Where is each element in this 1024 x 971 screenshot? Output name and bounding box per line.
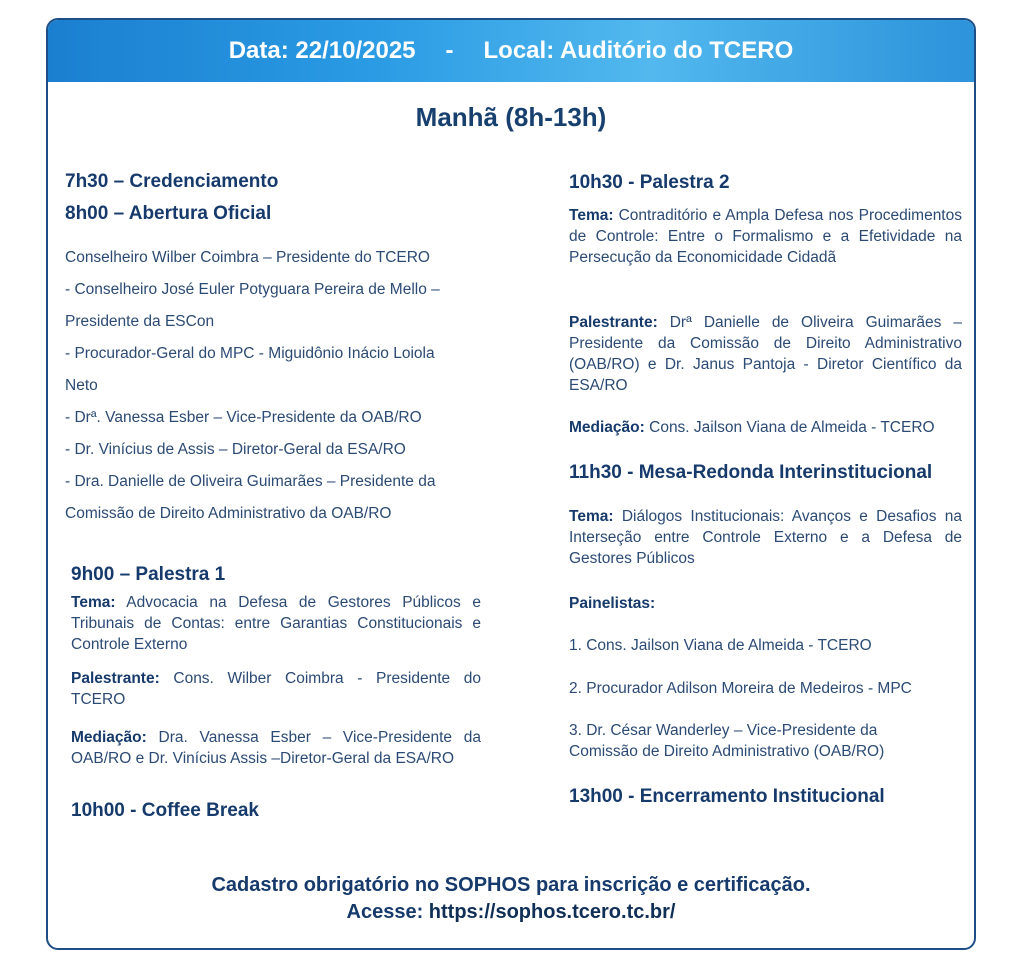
abertura-line: - Conselheiro José Euler Potyguara Pereira de Mello – — [65, 281, 440, 298]
abertura-heading: 8h00 – Abertura Oficial — [65, 203, 272, 224]
mesa-tema: Tema: Diálogos Institucionais: Avanços e Desafios na Interseção entre Controle Externo e a Defesa de Gestores Públicos — [569, 508, 962, 567]
morning-title: Manhã (8h-13h) — [415, 102, 607, 132]
abertura-line: - Dr. Vinícius de Assis – Diretor-Geral da ESA/RO — [65, 441, 406, 458]
palestra2-palestrante: Palestrante: Drª Danielle de Oliveira Guimarães – Presidente da Comissão de Direito Administrativo (OAB/RO) e Dr. Janus Pantoja - Diretor Científico da ESA/RO — [569, 314, 962, 394]
abertura-line: - Procurador-Geral do MPC - Miguidônio Inácio Loiola — [65, 345, 435, 362]
event-location: Local: Auditório do TCERO — [483, 37, 794, 64]
abertura-line: Presidente da ESCon — [65, 313, 215, 330]
access-line: Acesse: https://sophos.tcero.tc.br/ — [346, 901, 676, 923]
abertura-line: Neto — [65, 377, 98, 394]
mesa-redonda-heading: 11h30 - Mesa-Redonda Interinstitucional — [569, 462, 933, 483]
painelista-2: 2. Procurador Adilson Moreira de Medeiros - MPC — [569, 680, 912, 697]
header-banner — [48, 20, 974, 82]
banner-separator: - — [445, 37, 454, 64]
palestra2-mediacao: Mediação: Cons. Jailson Viana de Almeida - TCERO — [569, 419, 935, 436]
sophos-link[interactable]: https://sophos.tcero.tc.br/ — [428, 901, 676, 923]
tema-label: Tema: — [569, 207, 614, 224]
mediacao-label: Mediação: — [71, 729, 147, 746]
encerramento-heading: 13h00 - Encerramento Institucional — [569, 786, 885, 807]
credenciamento-heading: 7h30 – Credenciamento — [65, 171, 279, 192]
event-date: Data: 22/10/2025 — [228, 37, 416, 64]
mediacao-label: Mediação: — [569, 419, 645, 436]
cadastro-notice: Cadastro obrigatório no SOPHOS para inscrição e certificação. — [211, 874, 811, 896]
palestra1-mediacao: Mediação: Dra. Vanessa Esber – Vice-Presidente da OAB/RO e Dr. Vinícius Assis –Diretor-Geral da ESA/RO — [71, 729, 481, 767]
palestra1-tema: Tema: Advocacia na Defesa de Gestores Públicos e Tribunais de Contas: entre Garantias Constitucionais e Controle Externo — [71, 594, 482, 653]
abertura-line: Comissão de Direito Administrativo da OAB/RO — [65, 505, 392, 522]
footer-note — [48, 872, 974, 926]
abertura-line: - Dra. Danielle de Oliveira Guimarães – Presidente da — [65, 473, 436, 490]
painelistas-label: Painelistas: — [569, 595, 656, 612]
abertura-speakers-list — [65, 242, 440, 530]
palestra1-palestrante: Palestrante: Cons. Wilber Coimbra - Presidente do TCERO — [71, 670, 481, 708]
palestra2-tema: Tema: Contraditório e Ampla Defesa nos Procedimentos de Controle: Entre o Formalismo e a Efetividade na Persecução da Economicidade Cidadã — [569, 207, 962, 266]
painelista-3: 3. Dr. César Wanderley – Vice-Presidente da Comissão de Direito Administrativo (OAB/RO) — [569, 722, 885, 760]
abertura-line: - Drª. Vanessa Esber – Vice-Presidente da OAB/RO — [65, 409, 422, 426]
schedule-card — [46, 18, 976, 950]
palestrante-label: Palestrante: — [569, 314, 658, 331]
tema-label: Tema: — [569, 508, 614, 525]
coffee-break-heading: 10h00 - Coffee Break — [71, 800, 259, 821]
palestrante-label: Palestrante: — [71, 670, 160, 687]
palestra2-heading: 10h30 - Palestra 2 — [569, 172, 730, 193]
painelista-1: 1. Cons. Jailson Viana de Almeida - TCERO — [569, 637, 872, 654]
palestra1-heading: 9h00 – Palestra 1 — [71, 564, 226, 585]
abertura-line: Conselheiro Wilber Coimbra – Presidente do TCERO — [65, 249, 430, 266]
tema-label: Tema: — [71, 594, 116, 611]
